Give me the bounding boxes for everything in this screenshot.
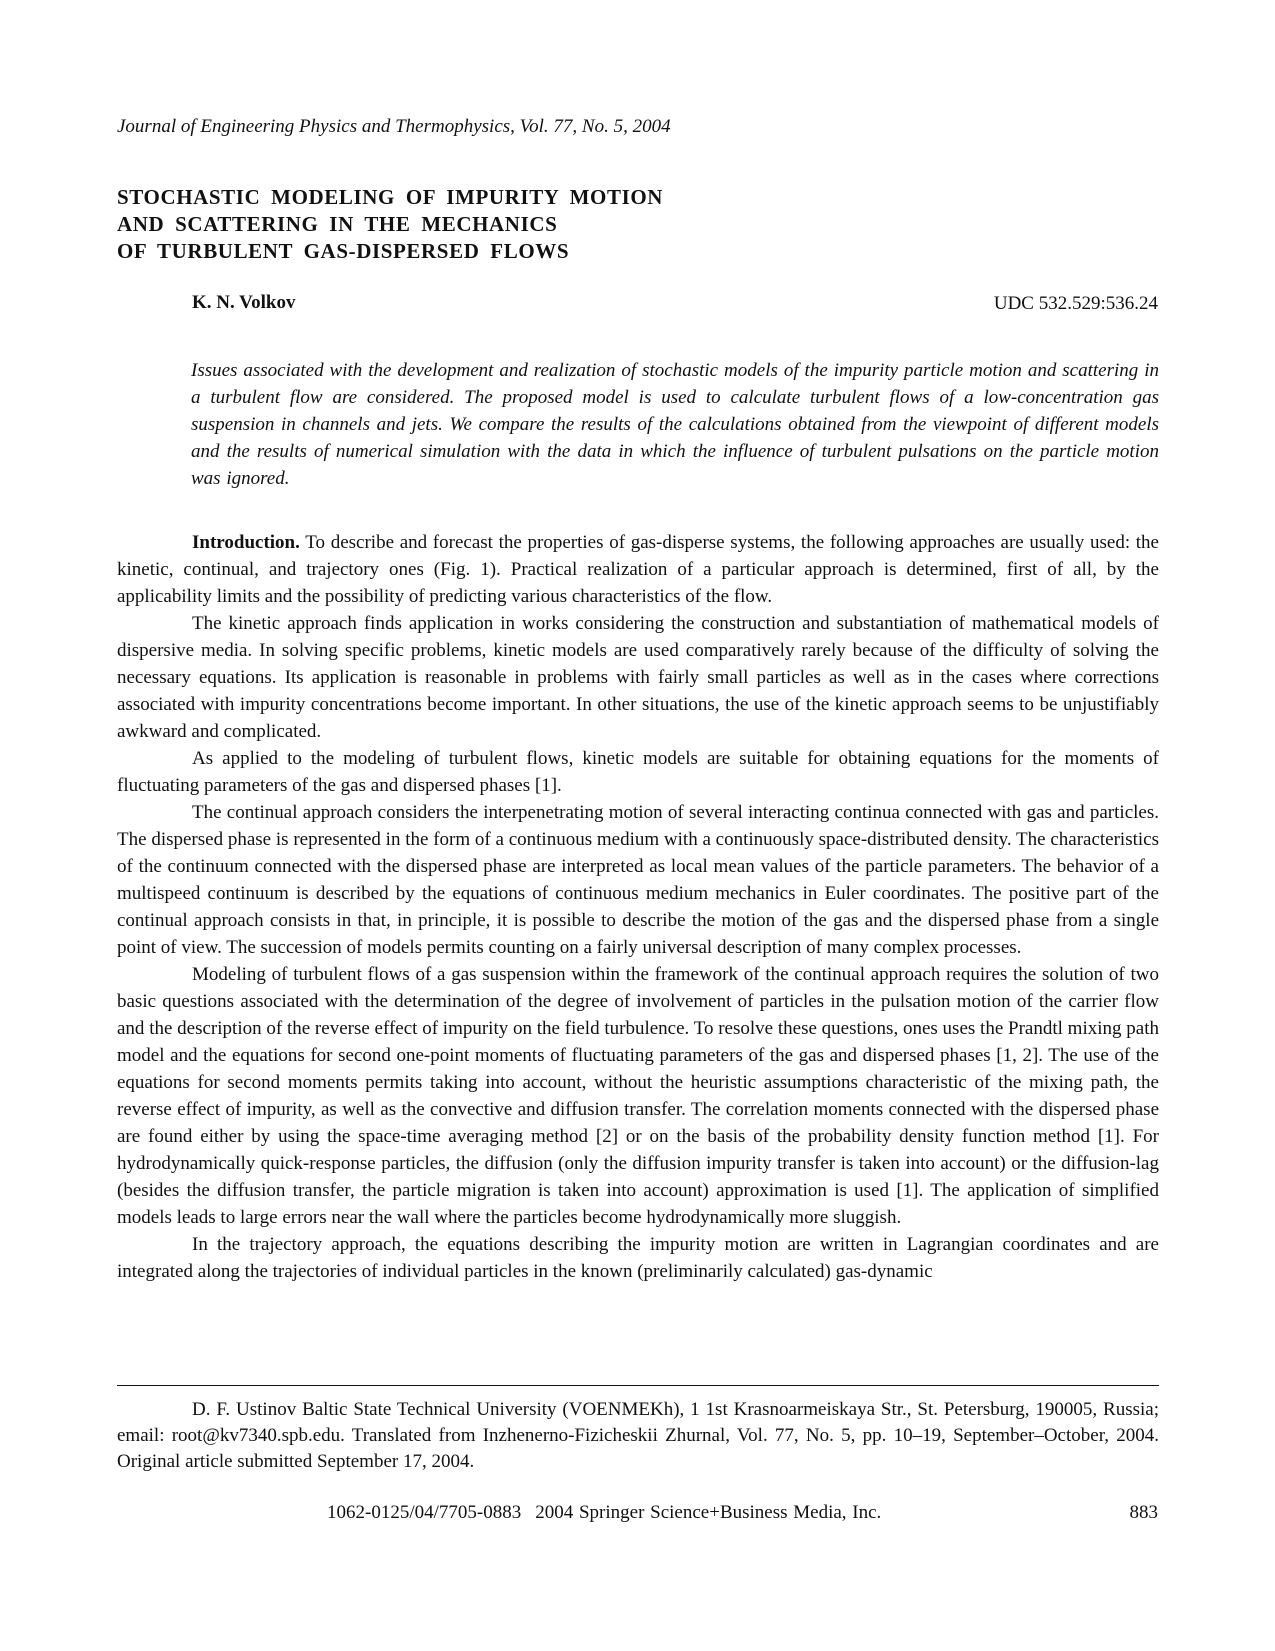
footer-identifiers [327,1502,881,1524]
paragraph: As applied to the modeling of turbulent flows, kinetic models are suitable for obtaining equations for the moments of fluctuating parameters of the gas and dispersed phases [1]. [117,748,1159,796]
article-title [117,184,663,265]
paragraph [117,529,1159,610]
article-body [117,529,1159,1285]
issn-identifier: 1062-0125/04/7705-0883 [327,1502,522,1523]
title-line: AND SCATTERING IN THE MECHANICS [117,212,558,236]
page-number: 883 [1129,1502,1158,1523]
journal-citation: Journal of Engineering Physics and Thermophysics, Vol. 77, No. 5, 2004 [117,116,671,137]
paragraph: Modeling of turbulent flows of a gas suspension within the framework of the continual approach requires the solution of two basic questions associated with the determination of the degree of involvement of particles in the pulsation motion of the carrier flow and the description of the reverse effect of impurity on the field turbulence. To resolve these questions, ones uses the Prandtl mixing path model and the equations for second one-point moments of fluctuating parameters of the gas and dispersed phases [1, 2]. The use of the equations for second moments permits taking into account, without the heuristic assumptions characteristic of the mixing path, the reverse effect of impurity, as well as the convective and diffusion transfer. The correlation moments connected with the dispersed phase are found either by using the space-time averaging method [2] or on the basis of the probability density function method [1]. For hydrodynamically quick-response particles, the diffusion (only the diffusion impurity transfer is taken into account) or the diffusion-lag (besides the diffusion transfer, the particle migration is taken into account) approximation is used [1]. The application of simplified models leads to large errors near the wall where the particles become hydrodynamically more sluggish. [117,964,1159,1228]
footnote-divider [117,1385,1159,1386]
affiliation-footnote: D. F. Ustinov Baltic State Technical University (VOENMEKh), 1 1st Krasnoarmeiskaya Str., St. Petersburg, 190005, Russia; email: root@kv7340.spb.edu. Translated from Inzhenerno-Fizicheskii Zhurnal, Vol. 77, No. 5, pp. 10–19, September–October, 2004. Original article submitted September 17, 2004. [117,1399,1159,1472]
section-heading-introduction: Introduction. [192,532,300,553]
paragraph: The continual approach considers the interpenetrating motion of several interacting continua connected with gas and particles. The dispersed phase is represented in the form of a continuous medium with a continuously space-distributed density. The characteristics of the continuum connected with the dispersed phase are interpreted as local mean values of the particle parameters. The behavior of a multispeed continuum is described by the equations of continuous medium mechanics in Euler coordinates. The positive part of the continual approach consists in that, in principle, it is possible to describe the motion of the gas and the dispersed phase from a single point of view. The succession of models permits counting on a fairly universal description of many complex processes. [117,802,1159,958]
udc-code: UDC 532.529:536.24 [993,293,1158,314]
paragraph: The kinetic approach finds application in works considering the construction and substantiation of mathematical models of dispersive media. In solving specific problems, kinetic models are used comparatively rarely because of the difficulty of solving the necessary equations. Its application is reasonable in problems with fairly small particles as well as in the cases where corrections associated with impurity concentrations become important. In other situations, the use of the kinetic approach seems to be unjustifiably awkward and complicated. [117,613,1159,742]
title-line: STOCHASTIC MODELING OF IMPURITY MOTION [117,185,664,209]
title-line: OF TURBULENT GAS-DISPERSED FLOWS [117,239,570,263]
paragraph: In the trajectory approach, the equations describing the impurity motion are written in Lagrangian coordinates and are integrated along the trajectories of individual particles in the known (preliminarily calculated) gas-dynamic [117,1234,1159,1282]
abstract: Issues associated with the development and realization of stochastic models of the impurity particle motion and scattering in a turbulent flow are considered. The proposed model is used to calculate turbulent flows of a low-concentration gas suspension in channels and jets. We compare the results of the calculations obtained from the viewpoint of different models and the results of numerical simulation with the data in which the influence of turbulent pulsations on the particle motion was ignored. [191,360,1159,489]
author-name: K. N. Volkov [192,292,296,313]
copyright-notice: 2004 Springer Science+Business Media, Inc. [535,1502,882,1523]
paragraph-text: To describe and forecast the properties of gas-disperse systems, the following approaches are usually used: the kinetic, continual, and trajectory ones (Fig. 1). Practical realization of a particular approach is determined, first of all, by the applicability limits and the possibility of predicting various characteristics of the flow. [117,532,1159,607]
